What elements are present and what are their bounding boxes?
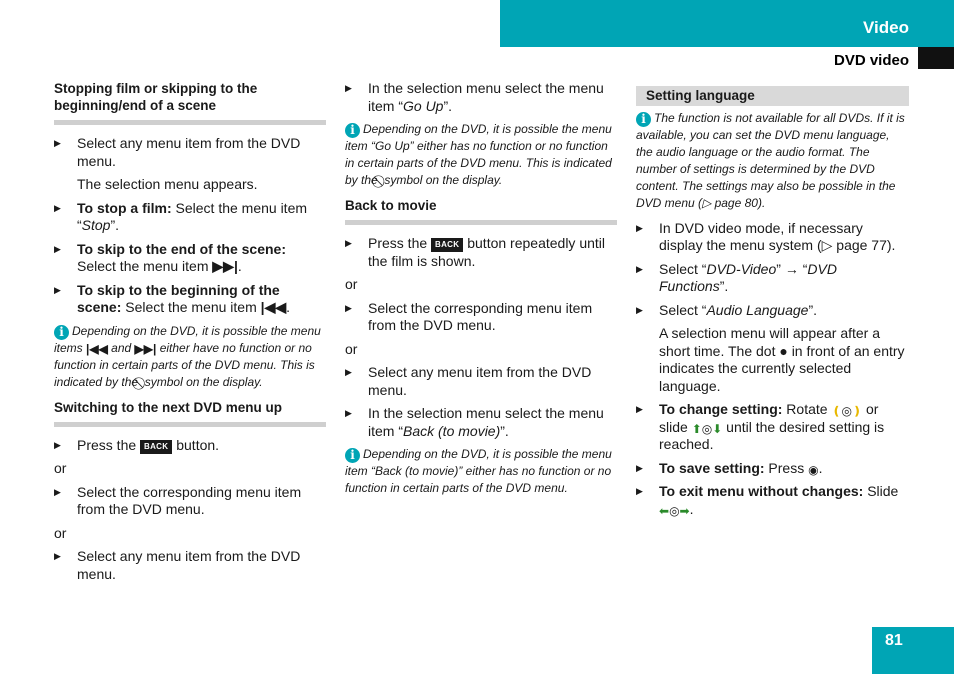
heading-next-menu-up: Switching to the next DVD menu up <box>54 399 326 427</box>
step: ▶ Select the corresponding menu item from the DVD menu. <box>345 299 593 333</box>
rotate-controller-icon: ❪◎❫ <box>831 404 863 418</box>
info-icon: i <box>636 112 651 127</box>
skip-end-icon: ▶▶| <box>134 341 157 356</box>
info-icon: i <box>345 448 360 463</box>
right-arrow-icon: → <box>784 260 799 277</box>
step: ▶ Press the BACK button repeatedly until the film is shown. <box>345 235 605 269</box>
column-2 <box>345 80 617 505</box>
bullet-arrow-icon: ▶ <box>345 238 352 248</box>
heading-setting-language: Setting language <box>636 86 909 106</box>
bullet-arrow-icon: ▶ <box>636 404 643 414</box>
step: ▶ Select the corresponding menu item from the DVD menu. <box>54 483 302 517</box>
heading-stopping-film: Stopping film or skipping to the beginning/end of a scene <box>54 80 326 125</box>
info-note: i The function is not available for all DVDs. If it is available, you can set the DVD menu language, the audio language or the audio format. The number of settings is determined by the DVD content. The settings may also be possible in the DVD menu (▷ page 80). <box>636 110 905 210</box>
step: ▶ In DVD video mode, if necessary display the menu system (▷ page 77). <box>636 219 896 253</box>
bullet-arrow-icon: ▶ <box>54 202 61 213</box>
page-number: 81 <box>885 632 903 649</box>
bullet-arrow-icon: ▶ <box>636 304 643 315</box>
back-button-icon: BACK <box>140 440 172 454</box>
step: ▶ Select “Audio Language”. <box>636 301 818 318</box>
bullet-arrow-icon: ▶ <box>345 367 352 377</box>
info-icon: i <box>54 325 69 340</box>
skip-start-icon: |◀◀ <box>86 341 108 356</box>
step: ▶ Select any menu item from the DVD menu. <box>54 135 301 169</box>
step: ▶ Select any menu item from the DVD menu. <box>345 364 592 398</box>
press-controller-icon: ◉ <box>808 462 819 477</box>
section-title: Video <box>863 18 909 37</box>
bullet-arrow-icon: ▶ <box>54 243 61 254</box>
step: ▶ To skip to the beginning of the scene: Select the menu item |◀◀. <box>54 281 290 315</box>
skip-start-icon: |◀◀ <box>260 299 287 315</box>
bullet-arrow-icon: ▶ <box>54 284 61 295</box>
or-text: or <box>54 524 67 541</box>
bullet-arrow-icon: ▶ <box>345 83 352 93</box>
bullet-arrow-icon: ▶ <box>54 439 61 450</box>
step: ▶ To skip to the end of the scene: Select the menu item ▶▶|. <box>54 240 286 274</box>
bullet-arrow-icon: ▶ <box>54 486 61 497</box>
skip-end-icon: ▶▶| <box>212 258 238 274</box>
column-1 <box>54 80 326 589</box>
back-button-icon: BACK <box>431 238 463 252</box>
step: ▶ To save setting: Press ◉. <box>636 459 823 477</box>
step-result: The selection menu appears. <box>77 176 258 192</box>
step: ▶ Select “DVD-Video” → “DVD Functions”. <box>636 260 837 294</box>
column-3 <box>636 80 909 524</box>
bullet-arrow-icon: ▶ <box>636 486 643 496</box>
or-text: or <box>345 340 358 357</box>
bullet-arrow-icon: ▶ <box>636 222 643 233</box>
step: ▶ To exit menu without changes: Slide ⬅◎➡. <box>636 483 899 518</box>
step: ▶ Select any menu item from the DVD menu. <box>54 548 301 582</box>
step: ▶ Press the BACK button. <box>54 436 220 453</box>
bullet-arrow-icon: ▶ <box>636 462 643 473</box>
step: ▶ To stop a film: Select the menu item “Stop”. <box>54 199 308 233</box>
slide-updown-icon: ⬆◎⬇ <box>691 421 723 436</box>
bullet-arrow-icon: ▶ <box>345 302 352 313</box>
bullet-arrow-icon: ▶ <box>636 263 643 274</box>
or-text: or <box>345 276 358 292</box>
step: ▶ In the selection menu select the menu item “Go Up”. <box>345 80 604 114</box>
info-note: i Depending on the DVD, it is possible the menu item “Go Up” either has no function or no function in certain parts of the DVD menu. This is indicated by the symbol on the display. <box>345 122 612 187</box>
step-result: A selection menu will appear after a short time. The dot ● in front of an entry indicates the currently selected language. <box>659 325 905 394</box>
step: ▶ To change setting: Rotate ❪◎❫ or slide ⬆◎⬇ until the desired setting is reached. <box>636 401 885 452</box>
bullet-arrow-icon: ▶ <box>54 551 61 561</box>
bullet-arrow-icon: ▶ <box>54 138 61 148</box>
or-text: or <box>54 460 67 476</box>
heading-back-to-movie: Back to movie <box>345 197 617 225</box>
subsection-marker <box>918 47 954 69</box>
subsection-title: DVD video <box>833 52 909 69</box>
info-note: i Depending on the DVD, it is possible the menu items |◀◀ and ▶▶| either have no function or no function in certain parts of the DVD menu. This is indicated by the symbol on the display. <box>54 323 321 389</box>
step: ▶ In the selection menu select the menu item “Back (to movie)”. <box>345 405 604 439</box>
slide-leftright-icon: ⬅◎➡ <box>659 503 690 518</box>
info-note: i Depending on the DVD, it is possible the menu item “Back (to movie)” either has no function or no function in certain parts of the DVD menu. <box>345 447 612 495</box>
info-icon: i <box>345 123 360 138</box>
bullet-arrow-icon: ▶ <box>345 408 352 418</box>
